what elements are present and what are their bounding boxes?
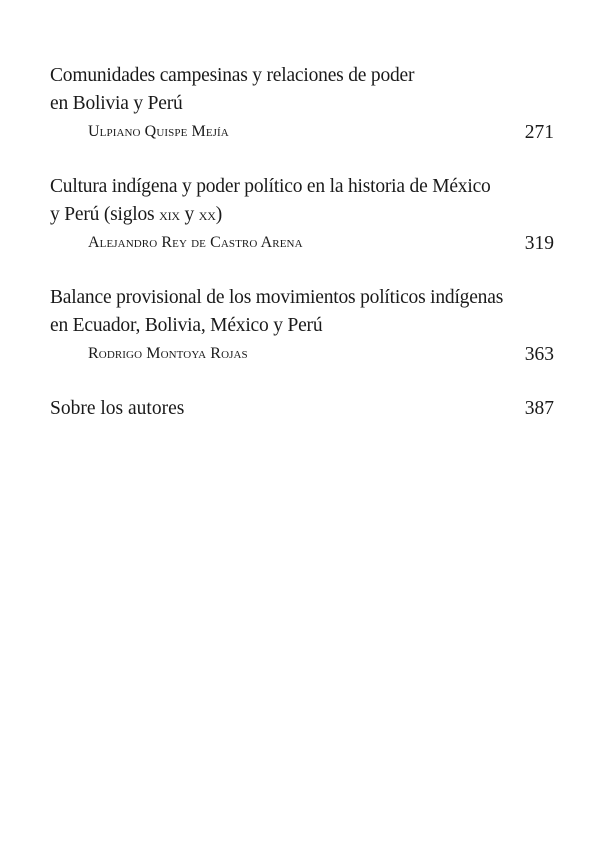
toc-entry: [50, 62, 554, 149]
entry-title-line: en Bolivia y Perú: [50, 93, 183, 114]
entry-page-number: 363: [524, 344, 554, 365]
roman-numeral: xix: [159, 205, 180, 224]
entry-title: Sobre los autores: [50, 398, 185, 419]
entry-title: [50, 62, 554, 118]
entry-title-line: Comunidades campesinas y relaciones de poder: [50, 65, 415, 86]
toc-entry: [50, 173, 554, 260]
entry-author: Alejandro Rey de Castro Arena: [88, 234, 303, 251]
entry-author: Ulpiano Quispe Mejía: [88, 123, 229, 140]
entry-title-line: [50, 201, 554, 229]
toc-entry: [50, 284, 554, 371]
title-text: y Perú (siglos: [50, 204, 160, 225]
title-text: ): [215, 204, 223, 225]
entry-title-line: en Ecuador, Bolivia, México y Perú: [50, 315, 323, 336]
entry-title-line: Balance provisional de los movimientos políticos indígenas: [50, 287, 504, 308]
entry-page-number: 271: [524, 122, 554, 143]
entry-page-number: 387: [524, 398, 554, 419]
author-row: [50, 119, 554, 149]
entry-title-line: Cultura indígena y poder político en la historia de México: [50, 176, 491, 197]
toc-entry-about-authors: [50, 395, 554, 425]
title-text: y: [179, 204, 199, 225]
author-row: [50, 341, 554, 371]
table-of-contents: [50, 62, 554, 425]
author-row: [50, 230, 554, 260]
entry-author: Rodrigo Montoya Rojas: [88, 345, 248, 362]
roman-numeral: xx: [198, 205, 216, 224]
entry-title: [50, 284, 554, 340]
entry-page-number: 319: [524, 233, 554, 254]
entry-title: [50, 173, 554, 229]
